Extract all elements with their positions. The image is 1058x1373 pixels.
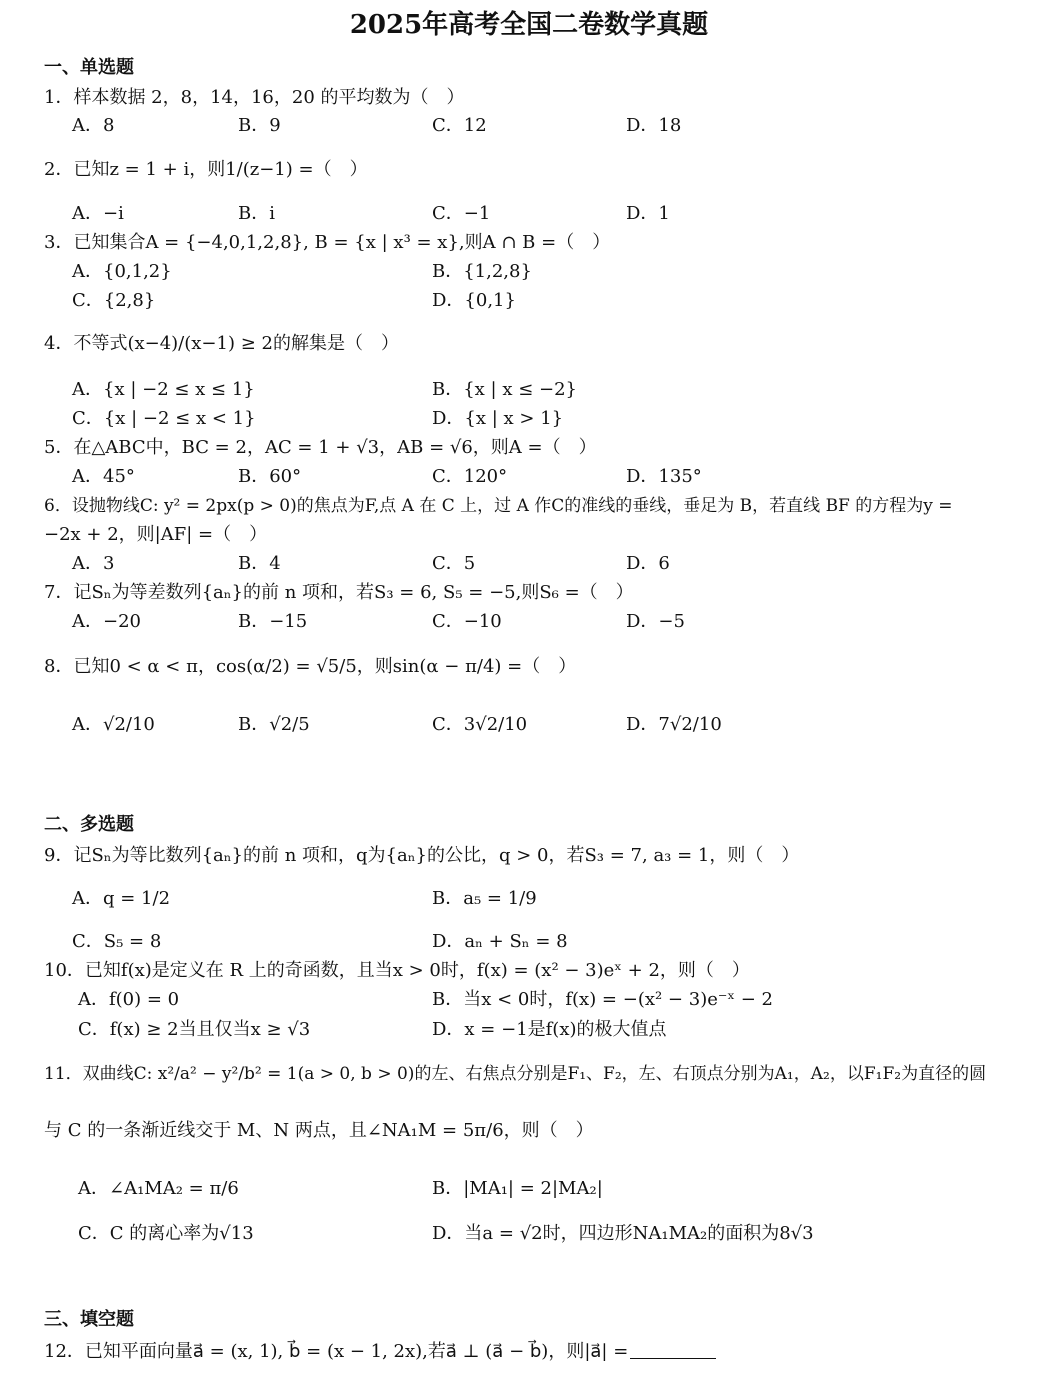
- question-9-option-b: B．a₅ = 1/9: [432, 888, 537, 909]
- question-12-stem: 12．已知平面向量a⃗ = (x, 1), b⃗ = (x − 1, 2x),若a⃗ ⊥ (a⃗ − b⃗)，则|a⃗| =: [44, 1341, 629, 1362]
- question-6-option-d: D．6: [626, 553, 670, 574]
- question-1-option-d: D．18: [626, 115, 682, 136]
- question-11-option-a: A．∠A₁MA₂ = π/6: [78, 1178, 239, 1199]
- question-2-option-b: B．i: [238, 203, 275, 224]
- section-heading-single-choice: 一、单选题: [44, 57, 134, 78]
- question-11-stem-line-1: 11．双曲线C: x²/a² − y²/b² = 1(a > 0, b > 0)的左、右焦点分别是F₁、F₂，左、右顶点分别为A₁，A₂，以F₁F₂为直径的圆: [44, 1064, 987, 1084]
- question-3-stem: 3．已知集合A = {−4,0,1,2,8}, B = {x | x³ = x},则A ∩ B =（ ）: [44, 232, 611, 253]
- section-heading-fill-in: 三、填空题: [44, 1309, 134, 1330]
- question-5-option-b: B．60°: [238, 466, 302, 487]
- question-1-stem: 1．样本数据 2，8，14，16，20 的平均数为（ ）: [44, 87, 465, 108]
- page-title: 2025年高考全国二卷数学真题: [349, 10, 709, 40]
- question-11-option-c: C．C 的离心率为√13: [78, 1223, 254, 1244]
- question-6-option-a: A．3: [72, 553, 115, 574]
- section-heading-multiple-choice: 二、多选题: [44, 814, 134, 835]
- question-8-option-a: A．√2/10: [72, 714, 155, 735]
- question-8-option-c: C．3√2/10: [432, 714, 528, 735]
- question-1-option-c: C．12: [432, 115, 487, 136]
- question-6-stem-line-2: −2x + 2，则|AF| =（ ）: [44, 524, 268, 545]
- question-8-stem: 8．已知0 < α < π，cos(α/2) = √5/5，则sin(α − π/4) =（ ）: [44, 656, 577, 677]
- question-11-stem-line-2: 与 C 的一条渐近线交于 M、N 两点，且∠NA₁M = 5π/6，则（ ）: [44, 1120, 594, 1141]
- question-2-option-c: C．−1: [432, 203, 491, 224]
- question-2-stem: 2．已知z = 1 + i，则1/(z−1) =（ ）: [44, 159, 368, 180]
- answer-blank: [630, 1340, 716, 1359]
- question-5-stem: 5．在△ABC中，BC = 2，AC = 1 + √3，AB = √6，则A =（ ）: [44, 437, 597, 458]
- question-4-option-b: B．{x | x ≤ −2}: [432, 379, 578, 400]
- question-4-option-d: D．{x | x > 1}: [432, 408, 564, 429]
- question-9-option-d: D．aₙ + Sₙ = 8: [432, 931, 568, 952]
- question-9-option-a: A．q = 1/2: [72, 888, 171, 909]
- question-5-option-a: A．45°: [72, 466, 135, 487]
- question-2-option-a: A．−i: [72, 203, 124, 224]
- question-9-option-c: C．S₅ = 8: [72, 931, 162, 952]
- question-5-option-d: D．135°: [626, 466, 702, 487]
- question-7-option-a: A．−20: [72, 611, 141, 632]
- question-3-option-d: D．{0,1}: [432, 290, 516, 311]
- question-3-option-c: C．{2,8}: [72, 290, 156, 311]
- question-10-stem: 10．已知f(x)是定义在 R 上的奇函数，且当x > 0时，f(x) = (x² − 3)eˣ + 2，则（ ）: [44, 960, 750, 981]
- question-3-option-a: A．{0,1,2}: [72, 261, 172, 282]
- question-6-option-b: B．4: [238, 553, 281, 574]
- question-1-option-a: A．8: [72, 115, 115, 136]
- question-7-option-d: D．−5: [626, 611, 685, 632]
- question-4-stem: 4．不等式(x−4)/(x−1) ≥ 2的解集是（ ）: [44, 333, 399, 354]
- question-4-option-a: A．{x | −2 ≤ x ≤ 1}: [72, 379, 255, 400]
- question-12: [44, 1340, 716, 1364]
- question-9-stem: 9．记Sₙ为等比数列{aₙ}的前 n 项和，q为{aₙ}的公比，q > 0，若S₃ = 7, a₃ = 1，则（ ）: [44, 845, 800, 866]
- question-5-option-c: C．120°: [432, 466, 508, 487]
- question-8-option-b: B．√2/5: [238, 714, 310, 735]
- question-10-option-c: C．f(x) ≥ 2当且仅当x ≥ √3: [78, 1019, 311, 1040]
- question-8-option-d: D．7√2/10: [626, 714, 722, 735]
- question-10-option-b: B．当x < 0时，f(x) = −(x² − 3)e⁻ˣ − 2: [432, 989, 773, 1010]
- question-7-option-b: B．−15: [238, 611, 308, 632]
- question-11-option-b: B．|MA₁| = 2|MA₂|: [432, 1178, 603, 1199]
- question-11-option-d: D．当a = √2时，四边形NA₁MA₂的面积为8√3: [432, 1223, 814, 1244]
- question-6-stem-line-1: 6．设抛物线C: y² = 2px(p > 0)的焦点为F,点 A 在 C 上，过 A 作C的准线的垂线，垂足为 B，若直线 BF 的方程为y =: [44, 496, 953, 516]
- question-10-option-a: A．f(0) = 0: [78, 989, 180, 1010]
- question-7-option-c: C．−10: [432, 611, 502, 632]
- question-7-stem: 7．记Sₙ为等差数列{aₙ}的前 n 项和，若S₃ = 6, S₅ = −5,则S₆ =（ ）: [44, 582, 634, 603]
- question-10-option-d: D．x = −1是f(x)的极大值点: [432, 1019, 667, 1040]
- question-2-option-d: D．1: [626, 203, 670, 224]
- question-6-option-c: C．5: [432, 553, 476, 574]
- question-1-option-b: B．9: [238, 115, 281, 136]
- question-3-option-b: B．{1,2,8}: [432, 261, 532, 282]
- question-4-option-c: C．{x | −2 ≤ x < 1}: [72, 408, 256, 429]
